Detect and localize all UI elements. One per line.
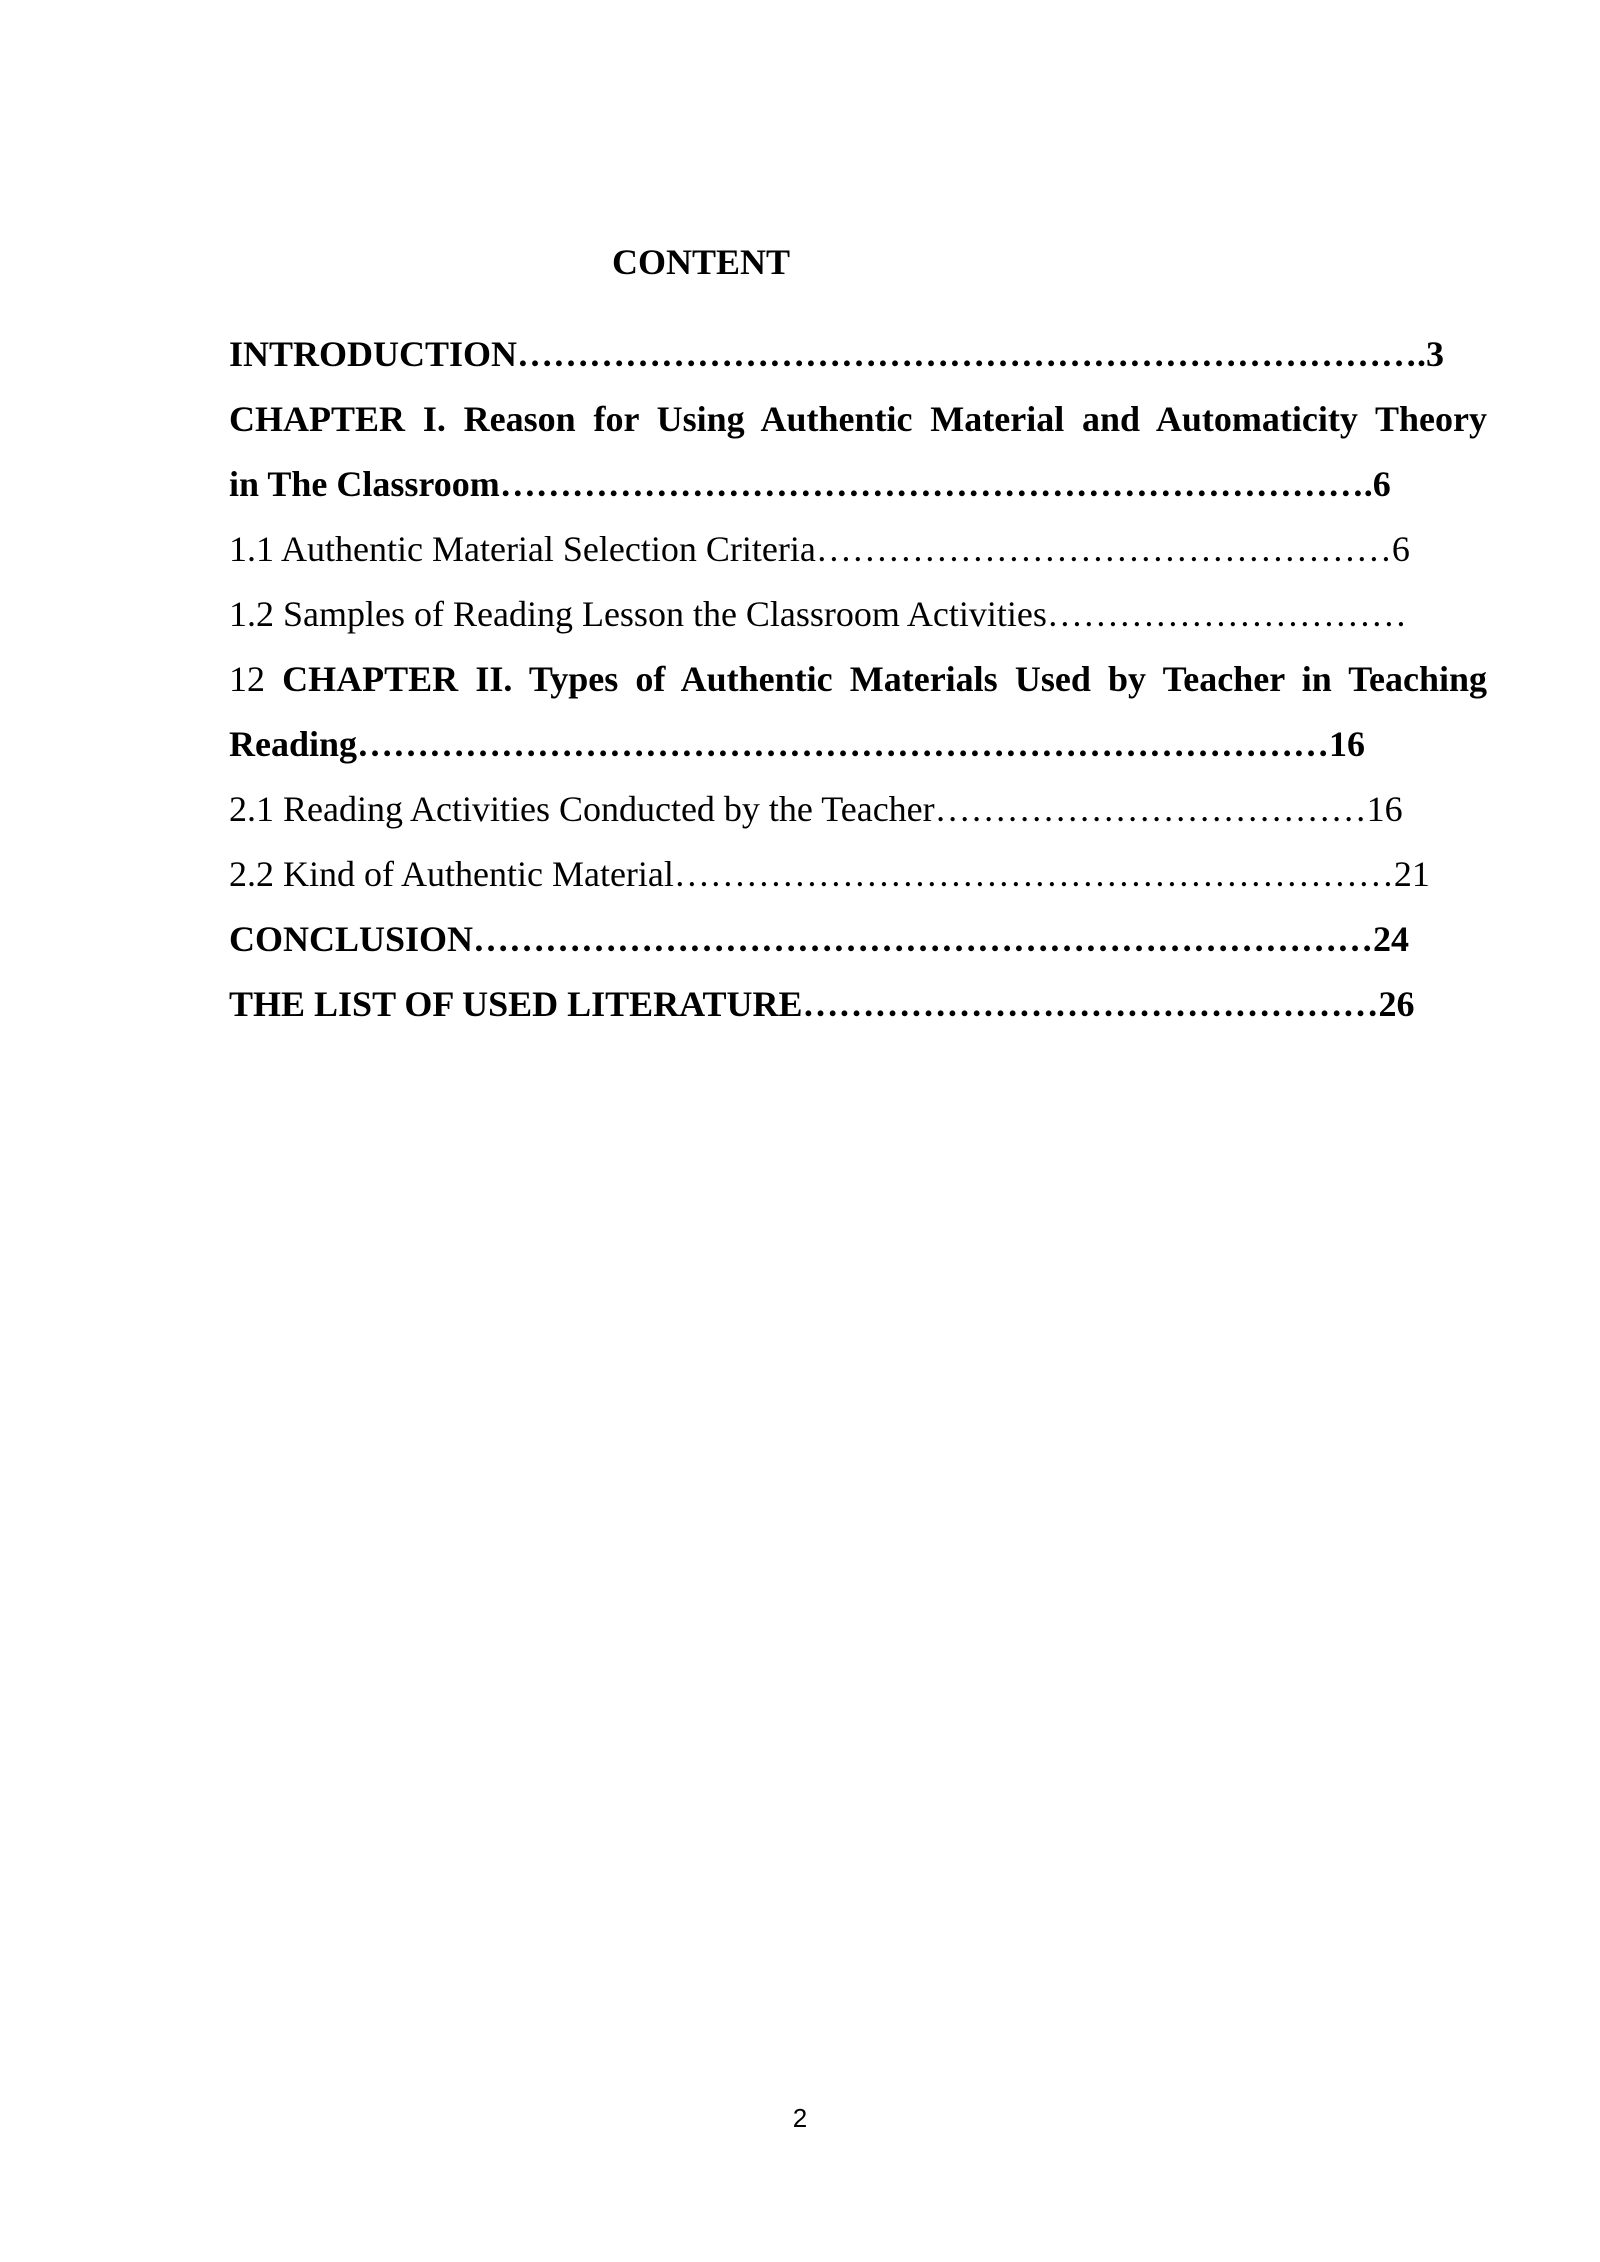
toc-entry-section-1-1: 1.1 Authentic Material Selection Criteria…………………………………………6: [229, 529, 1410, 569]
page-title: CONTENT: [612, 242, 791, 282]
toc-entry-section-1-2: 1.2 Samples of Reading Lesson the Classroom Activities…………………………: [229, 594, 1407, 634]
toc-entry-section-2-2: 2.2 Kind of Authentic Material……………………………………………………21: [229, 854, 1430, 894]
table-of-contents: [229, 322, 1487, 1037]
page-number: 2: [792, 2103, 808, 2133]
toc-entry-literature: THE LIST OF USED LITERATURE…………………………………………26: [229, 984, 1415, 1024]
toc-entry-chapter-2-line-2: Reading………………………………………………………………………16: [229, 724, 1366, 764]
toc-chapter-2-title: CHAPTER II. Types of Authentic Materials Used by Teacher in Teaching: [282, 659, 1487, 699]
toc-entry-chapter-2-line-1: [229, 647, 1487, 712]
toc-entry-introduction: INTRODUCTION………………………………………………………………….3: [229, 334, 1445, 374]
toc-entry-chapter-1-line-2: in The Classroom……………………………………………………………….6: [229, 464, 1391, 504]
toc-entry-section-2-1: 2.1 Reading Activities Conducted by the Teacher………………………………16: [229, 789, 1403, 829]
toc-entry-conclusion: CONCLUSION…………………………………………………………………24: [229, 919, 1410, 959]
toc-entry-chapter-1-line-1: CHAPTER I. Reason for Using Authentic Material and Automaticity Theory: [229, 399, 1487, 439]
toc-page-ref-12: 12: [229, 659, 283, 699]
